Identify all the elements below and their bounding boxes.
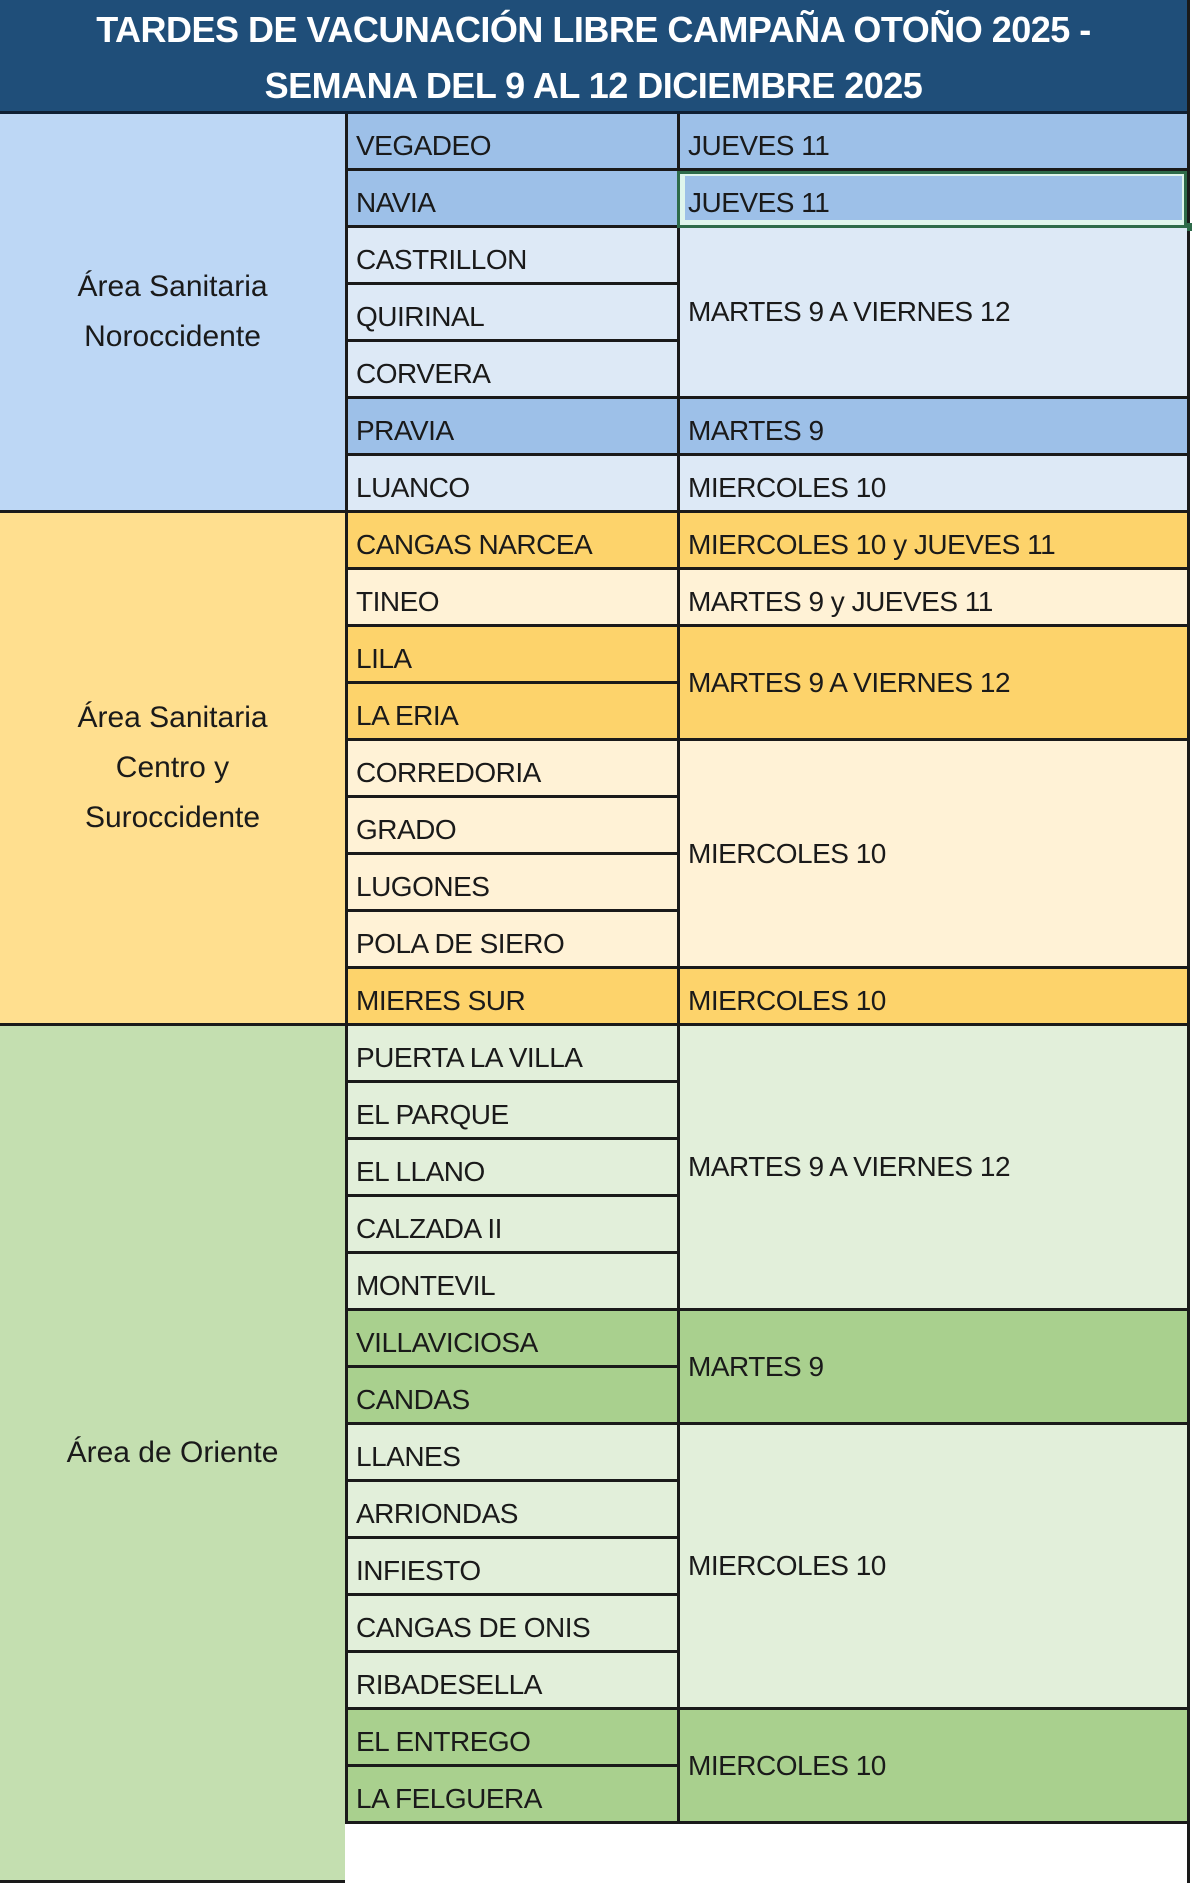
site-cell[interactable]: VILLAVICIOSA (345, 1311, 677, 1368)
site-cell[interactable]: MONTEVIL (345, 1254, 677, 1311)
area-noroccidente[interactable] (0, 114, 345, 513)
site-cell[interactable]: LILA (345, 627, 677, 684)
page-title (0, 0, 1187, 114)
date-cell[interactable]: MIERCOLES 10 (677, 969, 1187, 1026)
site-cell[interactable]: CANGAS NARCEA (345, 513, 677, 570)
site-cell[interactable]: TINEO (345, 570, 677, 627)
area-label-line: Centro y (115, 751, 230, 784)
area-centro-suroccidente[interactable] (0, 513, 345, 1026)
area-oriente[interactable] (0, 1026, 345, 1883)
site-cell[interactable]: EL PARQUE (345, 1083, 677, 1140)
site-cell[interactable]: CORREDORIA (345, 741, 677, 798)
date-cell-selected[interactable]: JUEVES 11 (677, 171, 1187, 228)
site-cell[interactable]: VEGADEO (345, 114, 677, 171)
date-cell[interactable]: MARTES 9 (677, 399, 1187, 456)
site-cell[interactable]: PUERTA LA VILLA (345, 1026, 677, 1083)
site-cell[interactable]: MIERES SUR (345, 969, 677, 1026)
site-cell[interactable]: CANGAS DE ONIS (345, 1596, 677, 1653)
area-label-line: Área Sanitaria (77, 270, 268, 303)
title-line-2: SEMANA DEL 9 AL 12 DICIEMBRE 2025 (264, 65, 923, 106)
site-cell[interactable]: CORVERA (345, 342, 677, 399)
site-cell[interactable]: CASTRILLON (345, 228, 677, 285)
title-line-1: TARDES DE VACUNACIÓN LIBRE CAMPAÑA OTOÑO 2025 - (96, 9, 1091, 50)
date-cell-merged[interactable]: MIERCOLES 10 (677, 741, 1187, 969)
site-cell[interactable]: RIBADESELLA (345, 1653, 677, 1710)
date-cell[interactable]: JUEVES 11 (677, 114, 1187, 171)
date-cell-merged[interactable]: MIERCOLES 10 (677, 1710, 1187, 1824)
site-cell[interactable]: ARRIONDAS (345, 1482, 677, 1539)
date-cell[interactable]: MIERCOLES 10 (677, 456, 1187, 513)
date-cell-merged[interactable]: MARTES 9 A VIERNES 12 (677, 1026, 1187, 1311)
date-cell[interactable]: MIERCOLES 10 y JUEVES 11 (677, 513, 1187, 570)
site-cell[interactable]: NAVIA (345, 171, 677, 228)
site-cell[interactable]: PRAVIA (345, 399, 677, 456)
site-cell[interactable]: CANDAS (345, 1368, 677, 1425)
area-label-line: Área Sanitaria (77, 701, 268, 734)
area-label-line: Noroccidente (84, 320, 261, 353)
area-label-line: Área de Oriente (66, 1436, 279, 1469)
site-cell[interactable]: CALZADA II (345, 1197, 677, 1254)
site-cell[interactable]: LLANES (345, 1425, 677, 1482)
site-cell[interactable]: GRADO (345, 798, 677, 855)
site-cell[interactable]: LA ERIA (345, 684, 677, 741)
site-cell[interactable]: LUGONES (345, 855, 677, 912)
site-cell[interactable]: QUIRINAL (345, 285, 677, 342)
site-cell[interactable]: EL LLANO (345, 1140, 677, 1197)
site-cell[interactable]: POLA DE SIERO (345, 912, 677, 969)
site-cell[interactable]: LUANCO (345, 456, 677, 513)
date-cell-merged[interactable]: MARTES 9 A VIERNES 12 (677, 627, 1187, 741)
date-cell-merged[interactable]: MARTES 9 (677, 1311, 1187, 1425)
date-cell-merged[interactable]: MARTES 9 A VIERNES 12 (677, 228, 1187, 399)
date-cell[interactable]: MARTES 9 y JUEVES 11 (677, 570, 1187, 627)
area-label-line: Suroccidente (84, 801, 261, 834)
site-cell[interactable]: EL ENTREGO (345, 1710, 677, 1767)
site-cell[interactable]: LA FELGUERA (345, 1767, 677, 1824)
site-cell[interactable]: INFIESTO (345, 1539, 677, 1596)
date-cell-merged[interactable]: MIERCOLES 10 (677, 1425, 1187, 1710)
